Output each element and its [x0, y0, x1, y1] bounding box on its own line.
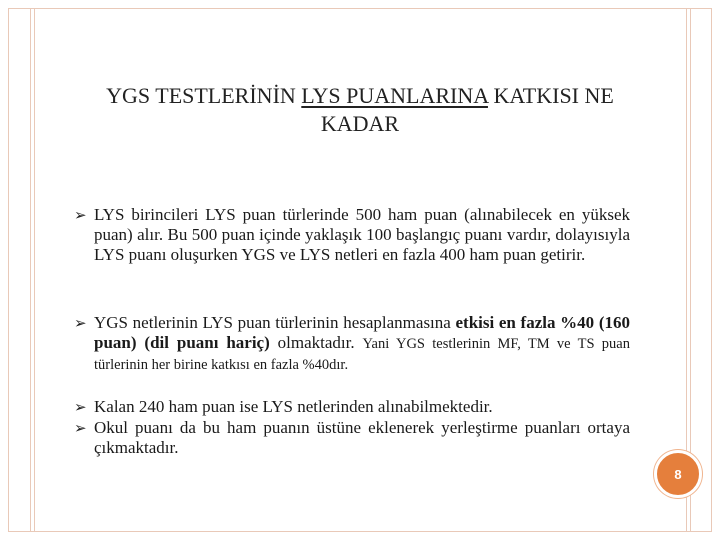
- slide-title: [60, 82, 660, 138]
- bullet-item: [74, 397, 630, 417]
- arrow-bullet-icon: ➢: [74, 314, 87, 332]
- page-number-badge: 8: [654, 450, 702, 498]
- title-part-1: YGS TESTLERİNİN: [106, 83, 302, 108]
- bullet-bold-text: etkisi en fazla %40 (160 puan) (dil puanı hariç): [94, 313, 630, 352]
- arrow-bullet-icon: ➢: [74, 206, 87, 224]
- bullet-item: [74, 205, 630, 265]
- bullet-text: LYS birincileri LYS puan türlerinde 500 ham puan (alınabilecek en yüksek puan) alır. Bu 500 puan içinde yaklaşık 100 başlangıç puanı vardır, dolayısıyla LYS puanı oluşurken YGS ve LYS netleri en fazla 400 ham puan getirir.: [94, 205, 630, 264]
- bullet-item: [74, 313, 630, 375]
- bullet-text-b: olmaktadır.: [269, 333, 363, 352]
- left-rule-line-inner: [34, 8, 35, 532]
- bullet-text: [94, 313, 630, 375]
- title-part-2: KATKISI NE: [487, 83, 614, 108]
- bullet-text-a: YGS netlerinin LYS puan türlerinin hesaplanmasına: [94, 313, 456, 332]
- arrow-bullet-icon: ➢: [74, 419, 87, 437]
- left-rule-line: [30, 8, 31, 532]
- title-underlined: LYS PUANLARINA: [301, 83, 488, 108]
- arrow-bullet-icon: ➢: [74, 398, 87, 416]
- bullet-small-text: Yani YGS testlerinin MF, TM ve TS puan türlerinin her birine katkısı en fazla %40dır.: [94, 336, 630, 373]
- bullet-text: Okul puanı da bu ham puanın üstüne eklenerek yerleştirme puanları ortaya çıkmaktadır.: [94, 418, 630, 457]
- bullet-text: Kalan 240 ham puan ise LYS netlerinden alınabilmektedir.: [94, 397, 493, 416]
- bullet-item: [74, 418, 630, 458]
- title-line-2: KADAR: [320, 111, 400, 136]
